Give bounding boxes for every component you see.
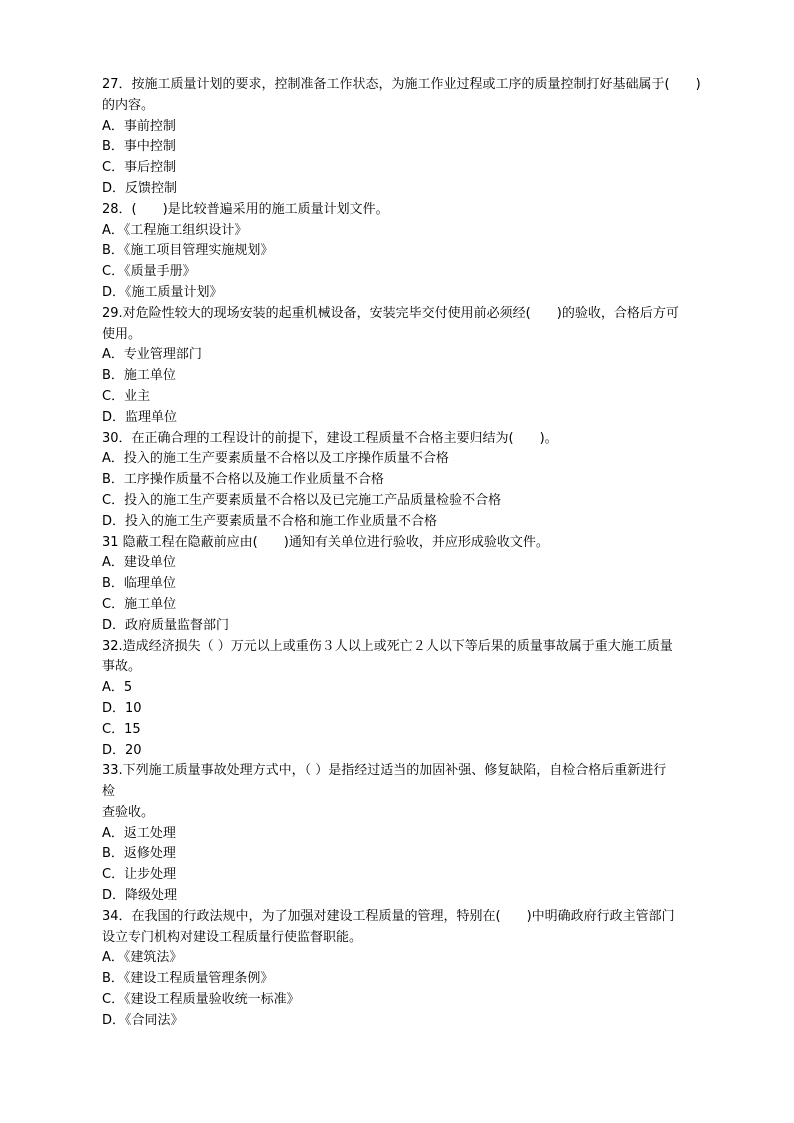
q30-option-a: A．投入的施工生产要素质量不合格以及工序操作质量不合格: [102, 451, 449, 467]
q33-stem-line-3: 查验收。: [102, 804, 155, 820]
q29-option-c: C．业主: [102, 388, 151, 404]
q32-option-b: D．10: [102, 700, 142, 716]
q29-option-d: D．监理单位: [102, 409, 178, 425]
q34-option-c: C．《建设工程质量验收统一标准》: [102, 992, 300, 1008]
q28-option-d: D．《施工质量计划》: [102, 284, 223, 300]
q30-option-d: D．投入的施工生产要素质量不合格和施工作业质量不合格: [102, 513, 438, 529]
q32-stem-line-2: 事故。: [102, 659, 142, 675]
q30-option-c: C．投入的施工生产要素质量不合格以及已完施工产品质量检验不合格: [102, 492, 502, 508]
q31-stem: 31 隐蔽工程在隐蔽前应由( )通知有关单位进行验收，并应形成验收文件。: [102, 534, 549, 550]
q27-stem-line-2: 的内容。: [102, 97, 155, 113]
q33-option-a: A．返工处理: [102, 825, 176, 841]
q34-option-d: D．《合同法》: [102, 1012, 184, 1028]
q34-stem-line-1: 34．在我国的行政法规中，为了加强对建设工程质量的管理，特别在( )中明确政府行政主管部门: [102, 908, 675, 924]
q33-option-b: B．返修处理: [102, 846, 176, 862]
q27-option-a: A．事前控制: [102, 118, 176, 134]
q27-option-b: B．事中控制: [102, 139, 176, 155]
q33-stem-line-1: 33.下列施工质量事故处理方式中，（ ）是指经过适当的加固补强、修复缺陷，自检合格后重新进行: [102, 763, 667, 779]
q33-stem-line-2: 检: [102, 784, 116, 800]
q31-option-a: A．建设单位: [102, 555, 176, 571]
q31-option-c: C．施工单位: [102, 596, 177, 612]
q28-option-c: C．《质量手册》: [102, 264, 196, 280]
q31-option-d: D．政府质量监督部门: [102, 617, 230, 633]
q29-stem-line-1: 29.对危险性较大的现场安装的起重机械设备，安装完毕交付使用前必须经( )的验收，合格后方可: [102, 305, 679, 321]
q34-stem-line-2: 设立专门机构对建设工程质量行使监督职能。: [102, 929, 363, 945]
q27-option-c: C．事后控制: [102, 160, 177, 176]
q29-option-b: B．施工单位: [102, 368, 176, 384]
q32-option-a: A．5: [102, 680, 133, 696]
q28-stem: 28．( )是比较普遍采用的施工质量计划文件。: [102, 201, 389, 217]
q31-option-b: B．临理单位: [102, 576, 176, 592]
q33-option-d: D．降级处理: [102, 888, 178, 904]
q33-option-c: C．让步处理: [102, 867, 177, 883]
q30-stem: 30．在正确合理的工程设计的前提下，建设工程质量不合格主要归结为( )。: [102, 430, 558, 446]
q32-option-d: D．20: [102, 742, 142, 758]
q34-option-a: A．《建筑法》: [102, 950, 183, 966]
q30-option-b: B．工序操作质量不合格以及施工作业质量不合格: [102, 472, 384, 488]
q34-option-b: B．《建设工程质量管理条例》: [102, 971, 274, 987]
q28-option-b: B．《施工项目管理实施规划》: [102, 243, 274, 259]
q32-stem-line-1: 32.造成经济损失（ ）万元以上或重伤３人以上或死亡２人以下等后果的质量事故属于重大施工质量: [102, 638, 673, 654]
document-page: [102, 75, 742, 1032]
q28-option-a: A．《工程施工组织设计》: [102, 222, 248, 238]
q29-option-a: A．专业管理部门: [102, 347, 202, 363]
q32-option-c: C．15: [102, 721, 141, 737]
q29-stem-line-2: 使用。: [102, 326, 142, 342]
q27-option-d: D．反馈控制: [102, 180, 178, 196]
q27-stem-line-1: 27．按施工质量计划的要求，控制准备工作状态，为施工作业过程或工序的质量控制打好基础属于( ): [102, 77, 701, 92]
